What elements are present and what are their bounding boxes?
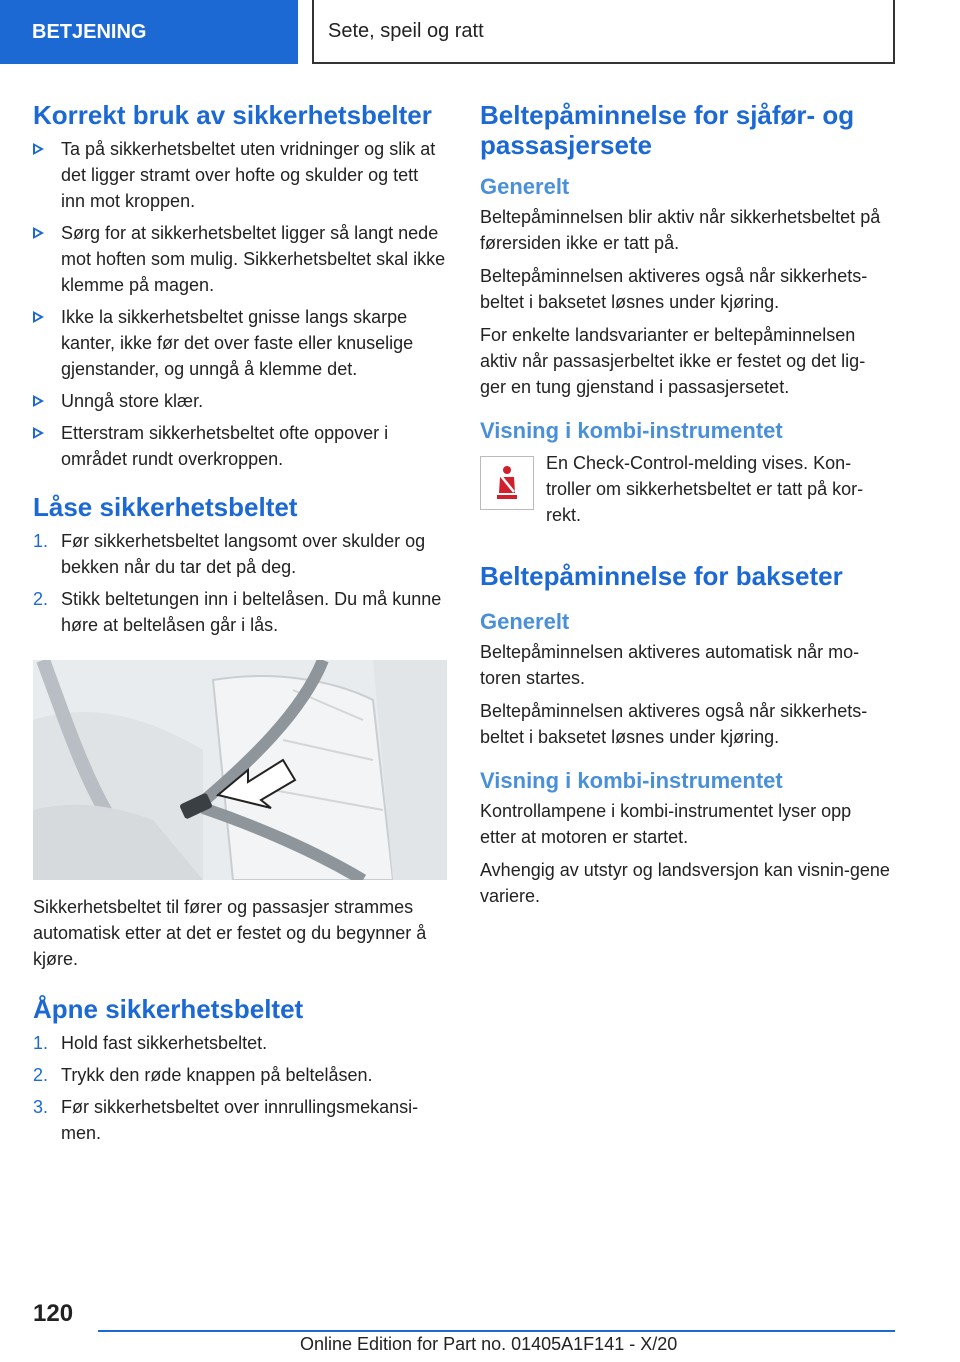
subheading-display: Visning i kombi-instrumentet xyxy=(480,418,783,443)
list-item: Sørg for at sikkerhetsbeltet ligger så langt nede mot hoften som mulig. Sikkerhetsbeltet skal ikke klemme på magen. xyxy=(33,220,447,298)
subheading-general: Generelt xyxy=(480,174,570,199)
paragraph: For enkelte landsvarianter er beltepåminnelsen aktiv når passasjerbeltet ikke er festet og det lig-ger en tung gjenstand i passasjersetet. xyxy=(480,325,866,397)
edition-text: Online Edition for Part no. 01405A1F141 - X/20 xyxy=(300,1334,678,1354)
section-tab xyxy=(0,0,298,64)
correct-use-list xyxy=(33,136,447,472)
seatbelt-warning-icon xyxy=(480,456,534,510)
list-item: 2. Trykk den røde knappen på beltelåsen. xyxy=(33,1065,373,1085)
bullet-triangle-icon xyxy=(33,311,44,323)
list-item: Ikke la sikkerhetsbeltet gnisse langs skarpe kanter, ikke før det over faste eller knuselige gjenstander, og unngå å klemme det. xyxy=(33,304,447,382)
list-item: 1. Før sikkerhetsbeltet langsomt over skulder og bekken når du tar det på deg. xyxy=(33,531,426,577)
paragraph: Beltepåminnelsen aktiveres også når sikkerhets-beltet i baksetet løsnes under kjøring. xyxy=(480,266,868,312)
list-item: 1. Hold fast sikkerhetsbeltet. xyxy=(33,1033,268,1053)
heading-correct-use: Korrekt bruk av sikkerhetsbelter xyxy=(33,100,432,130)
list-item: Ta på sikkerhetsbeltet uten vridninger og slik at det ligger stramt over hofte og skulder og tett inn mot kroppen. xyxy=(33,136,447,214)
subheading-general: Generelt xyxy=(480,609,570,634)
heading-rear-reminder: Beltepåminnelse for bakseter xyxy=(480,561,843,591)
heading-open-belt: Åpne sikkerhetsbeltet xyxy=(33,994,304,1024)
display-row xyxy=(480,450,890,535)
chapter-title: Sete, speil og ratt xyxy=(328,19,484,42)
list-item: 3. Før sikkerhetsbeltet over innrullingsmekansi-men. xyxy=(33,1097,419,1143)
left-column xyxy=(33,100,447,1166)
page-number: 120 xyxy=(33,1300,74,1327)
list-item: 2. Stikk beltetungen inn i beltelåsen. Du må kunne høre at beltelåsen går i lås. xyxy=(33,589,442,635)
paragraph: Beltepåminnelsen aktiveres også når sikkerhets-beltet i baksetet løsnes under kjøring. xyxy=(480,701,868,747)
list-item: Etterstram sikkerhetsbeltet ofte oppover i området rundt overkroppen. xyxy=(33,420,447,472)
bullet-triangle-icon xyxy=(33,427,44,439)
bullet-triangle-icon xyxy=(33,143,44,155)
heading-lock-belt: Låse sikkerhetsbeltet xyxy=(33,492,298,522)
bullet-triangle-icon xyxy=(33,227,44,239)
paragraph: Avhengig av utstyr og landsversjon kan visnin-gene variere. xyxy=(480,860,890,906)
subheading-display: Visning i kombi-instrumentet xyxy=(480,768,783,793)
seatbelt-illustration xyxy=(33,660,447,880)
open-steps xyxy=(33,1030,447,1146)
bullet-triangle-icon xyxy=(33,395,44,407)
paragraph: Beltepåminnelsen aktiveres automatisk når mo-toren startes. xyxy=(480,642,860,688)
photo-caption: Sikkerhetsbeltet til fører og passasjer strammes automatisk etter at det er festet og du begynner å kjøre. xyxy=(33,897,427,969)
paragraph: Kontrollampene i kombi-instrumentet lyser opp etter at motoren er startet. xyxy=(480,801,852,847)
paragraph: Beltepåminnelsen blir aktiv når sikkerhetsbeltet på førersiden ikke er tatt på. xyxy=(480,207,881,253)
lock-steps xyxy=(33,528,447,638)
display-text: En Check-Control-melding vises. Kon-troller om sikkerhetsbeltet er tatt på kor-rekt. xyxy=(546,453,864,525)
list-item: Unngå store klær. xyxy=(33,388,447,414)
seatbelt-photo xyxy=(33,660,447,880)
heading-front-reminder: Beltepåminnelse for sjåfør- og passasjersete xyxy=(480,100,855,160)
section-title: BETJENING xyxy=(32,20,147,43)
footer-divider xyxy=(98,1330,895,1332)
right-column xyxy=(480,100,890,916)
chapter-tab xyxy=(312,0,895,64)
